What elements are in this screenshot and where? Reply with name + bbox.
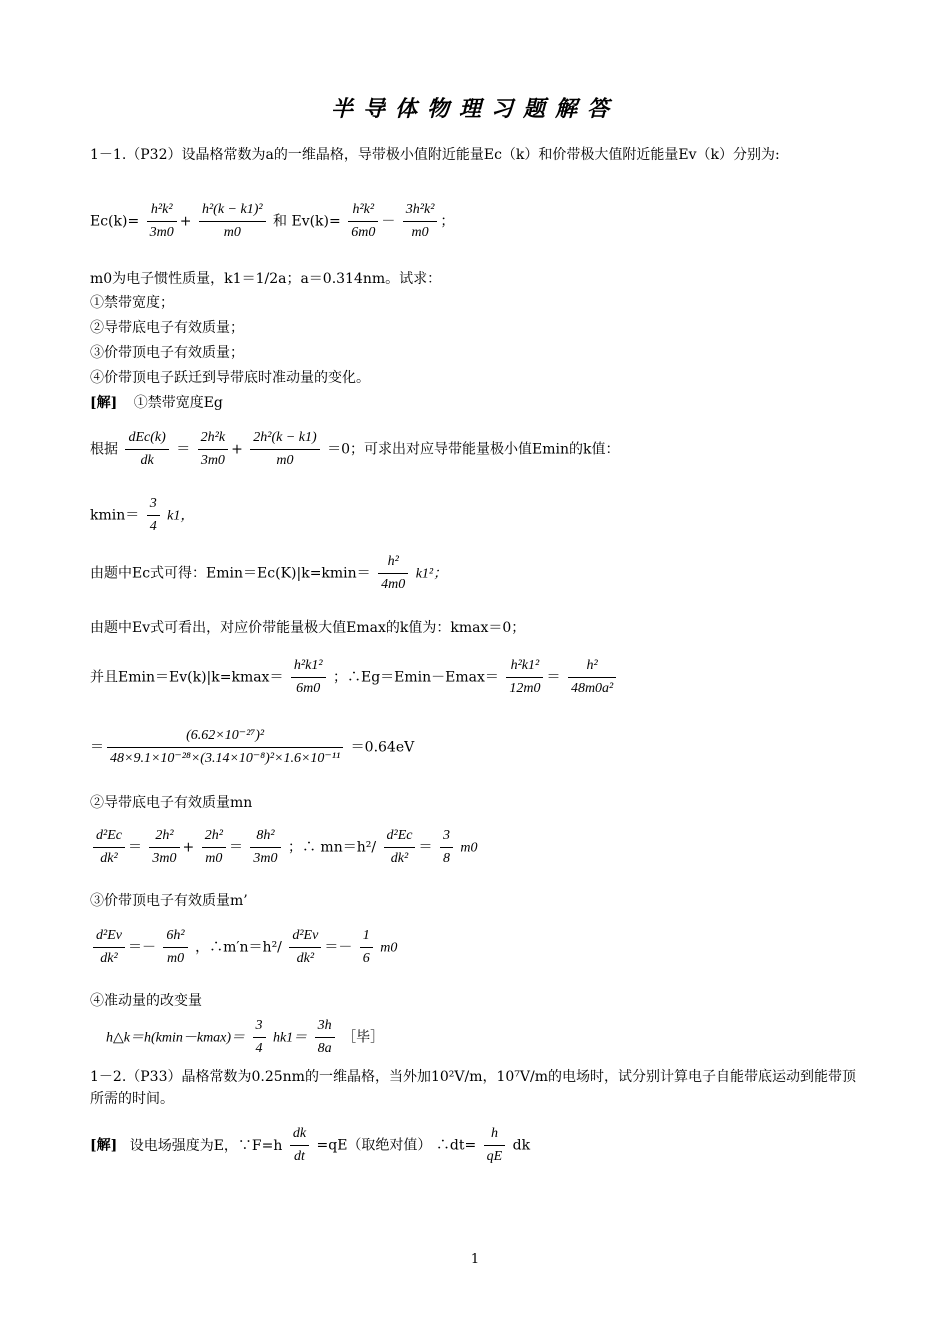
mn-d2-fraction: $\frac{\text{d²Ec}}{\text{dk²}}$	[93, 826, 125, 869]
emin-equation	[90, 552, 890, 595]
emin-pre: 由题中Ec式可得：Emin＝Ec(K)|k=kmin＝	[90, 565, 371, 582]
mp-equation: $\frac{\text{d²Ev}}{\text{dk²}}$ ＝－ $\frac{\text{6h²}}{m0}$ ，∴m′n＝h²/ $\frac{\text{d²Ev}}{\text{dk²}}$ ＝－ $\frac{1}{6}$ m0	[90, 926, 890, 969]
dk-fraction-2: $\frac{3h}{8a}$	[315, 1016, 335, 1059]
page-title: 半导体物理习题解答	[330, 96, 619, 122]
solution-2-mid: =qE（取绝对值） ∴dt=	[316, 1137, 477, 1154]
eg-equation: 并且Emin＝Ev(k)|k=kmax＝ $\frac{\text{h²k1²}}{6m0}$ ；∴Eg＝Emin－Emax＝ $\frac{\text{h²k1²}}{12m0}$ ＝ $\frac{\text{h²}}{\text{48m0a²}}$	[90, 656, 890, 699]
question-4: ④价带顶电子跃迁到导带底时准动量的变化。	[90, 370, 370, 386]
mn-result-post: m0	[460, 840, 478, 856]
ev-term-2: $\frac{\text{3h²k²}}{m0}$	[403, 200, 438, 243]
mp-therefore: ，∴m′n＝h²/	[195, 939, 282, 956]
page-number: 1	[470, 1252, 480, 1267]
eg-fraction-1: $\frac{\text{h²k1²}}{12m0}$	[506, 656, 543, 699]
dk-pre: h△k＝h(kmin－kmax)＝	[106, 1030, 246, 1046]
kmin-label: kmin＝	[90, 507, 140, 524]
eg-numeric-equation: ＝ $\frac{\text{(6.62×10⁻²⁷)²}}{\text{48×9.1×10⁻²⁸×(3.14×10⁻⁸)²×1.6×10⁻¹¹}}$ ＝0.64eV	[90, 726, 890, 769]
solution-part-4: ④准动量的改变量	[90, 993, 202, 1009]
solution-label: [解]	[90, 395, 118, 411]
question-2: ②导带底电子有效质量；	[90, 320, 244, 336]
end-mark: ［毕］	[342, 1029, 385, 1046]
question-1: ①禁带宽度；	[90, 295, 174, 311]
emin-fraction: $\frac{\text{h²}}{4m0}$	[378, 552, 408, 595]
emax-pre: 并且Emin＝Ev(k)|k=kmax＝	[90, 669, 284, 686]
emin-post: k1²；	[415, 566, 448, 582]
mp-fraction-1: $\frac{\text{6h²}}{m0}$	[163, 926, 187, 969]
and-text: 和	[273, 213, 288, 230]
dk-dt-fraction: $\frac{dk}{dt}$	[290, 1124, 309, 1167]
kmin-equation	[90, 494, 890, 537]
mn-therefore: ；∴ mn＝h²/	[287, 839, 377, 856]
problem-2-solution	[90, 1124, 890, 1167]
step1-fraction-2: $\frac{\text{2h²(k − k1)}}{m0}$	[250, 428, 319, 471]
step1-post: ＝0；可求出对应导带能量极小值Emin的k值：	[327, 441, 620, 458]
dec-dk-fraction: $\frac{\text{dEc(k)}}{dk}$	[125, 428, 168, 471]
problem-2-intro: 1－2.（P33）晶格常数为0.25nm的一维晶格，当外加10²V/m，10⁷V/m的电场时，试分别计算电子自能带底运动到能带顶所需的时间。	[90, 1069, 857, 1107]
solution-2-post: dk	[512, 1137, 531, 1154]
eg-mid: ；∴Eg＝Emin－Emax＝	[332, 669, 499, 686]
ev-label: Ev(k)=	[291, 213, 341, 230]
eg-fraction-2: $\frac{\text{h²}}{\text{48m0a²}}$	[568, 656, 616, 699]
emax-fraction: $\frac{\text{h²k1²}}{6m0}$	[291, 656, 326, 699]
kmax-line: 由题中Ev式可看出，对应价带能量极大值Emax的k值为：kmax＝0；	[90, 620, 526, 636]
mn-fraction-2: $\frac{\text{2h²}}{m0}$	[202, 826, 226, 869]
ev-term-1: $\frac{\text{h²k²}}{6m0}$	[348, 200, 378, 243]
equals-sign: ＝	[176, 441, 191, 458]
dk-fraction-1: $\frac{3}{4}$	[253, 1016, 266, 1059]
mn-equation: $\frac{\text{d²Ec}}{\text{dk²}}$ ＝ $\frac{\text{2h²}}{3m0}$ + $\frac{\text{2h²}}{m0}$ ＝ $\frac{\text{8h²}}{3m0}$ ；∴ mn＝h²/ $\frac{\text{d²Ec}}{\text{dk²}}$ ＝ $\frac{3}{8}$ m0	[90, 826, 890, 869]
question-3: ③价带顶电子有效质量；	[90, 345, 244, 361]
mp-result-fraction: $\frac{1}{6}$	[360, 926, 373, 969]
eg-result: ＝0.64eV	[350, 739, 415, 756]
dk-mid: hk1＝	[272, 1030, 308, 1046]
kmin-fraction: $\frac{3}{4}$	[147, 494, 160, 537]
derivative-equation: 根据 $\frac{\text{dEc(k)}}{dk}$ ＝ $\frac{\text{2h²k}}{3m0}$ + $\frac{\text{2h²(k − k1)}}{m0}$ ＝0；可求出对应导带能量极小值Emin的k值：	[90, 428, 890, 471]
solution-part-1: ①禁带宽度Eg	[133, 395, 223, 411]
solution-2-pre: 设电场强度为E，∵F=h	[129, 1137, 283, 1154]
mn-ratio-fraction: $\frac{\text{d²Ec}}{\text{dk²}}$	[384, 826, 416, 869]
mp-result-post: m0	[380, 940, 398, 956]
h-qe-fraction: $\frac{h}{qE}$	[484, 1124, 506, 1167]
solution-part-2: ②导带底电子有效质量mn	[90, 795, 253, 811]
ec-term-2: $\frac{\text{h²(k − k1)²}}{m0}$	[199, 200, 266, 243]
problem-1-intro: 1－1.（P32）设晶格常数为a的一维晶格，导带极小值附近能量Ec（k）和价带极大值附近能量Ev（k）分别为:	[90, 147, 780, 163]
solution-1-header	[90, 392, 860, 414]
energy-formulas: Ec(k)= $\frac{\text{h²k²}}{3m0}$ + $\frac{\text{h²(k − k1)²}}{m0}$ 和 Ev(k)= $\frac{\text{h²k²}}{6m0}$ － $\frac{\text{3h²k²}}{m0}$ ；	[90, 200, 890, 243]
step1-pre: 根据	[90, 441, 118, 458]
kmin-post: k1，	[167, 508, 195, 524]
mn-result-fraction: $\frac{3}{8}$	[440, 826, 453, 869]
solution-part-3: ③价带顶电子有效质量m’	[90, 893, 248, 909]
parameters-line: m0为电子惯性质量，k1＝1/2a；a＝0.314nm。试求：	[90, 271, 442, 287]
mn-fraction-3: $\frac{\text{8h²}}{3m0}$	[250, 826, 280, 869]
step1-fraction-1: $\frac{\text{2h²k}}{3m0}$	[198, 428, 228, 471]
momentum-change-equation	[106, 1016, 890, 1059]
solution-2-label: [解]	[90, 1137, 118, 1154]
mp-ratio-fraction: $\frac{\text{d²Ev}}{\text{dk²}}$	[289, 926, 321, 969]
eg-numeric-fraction: $\frac{\text{(6.62×10⁻²⁷)²}}{\text{48×9.1×10⁻²⁸×(3.14×10⁻⁸)²×1.6×10⁻¹¹}}$	[107, 726, 343, 769]
ec-term-1: $\frac{\text{h²k²}}{3m0}$	[147, 200, 177, 243]
mn-fraction-1: $\frac{\text{2h²}}{3m0}$	[149, 826, 179, 869]
mp-d2-fraction: $\frac{\text{d²Ev}}{\text{dk²}}$	[93, 926, 125, 969]
ec-label: Ec(k)=	[90, 213, 140, 230]
